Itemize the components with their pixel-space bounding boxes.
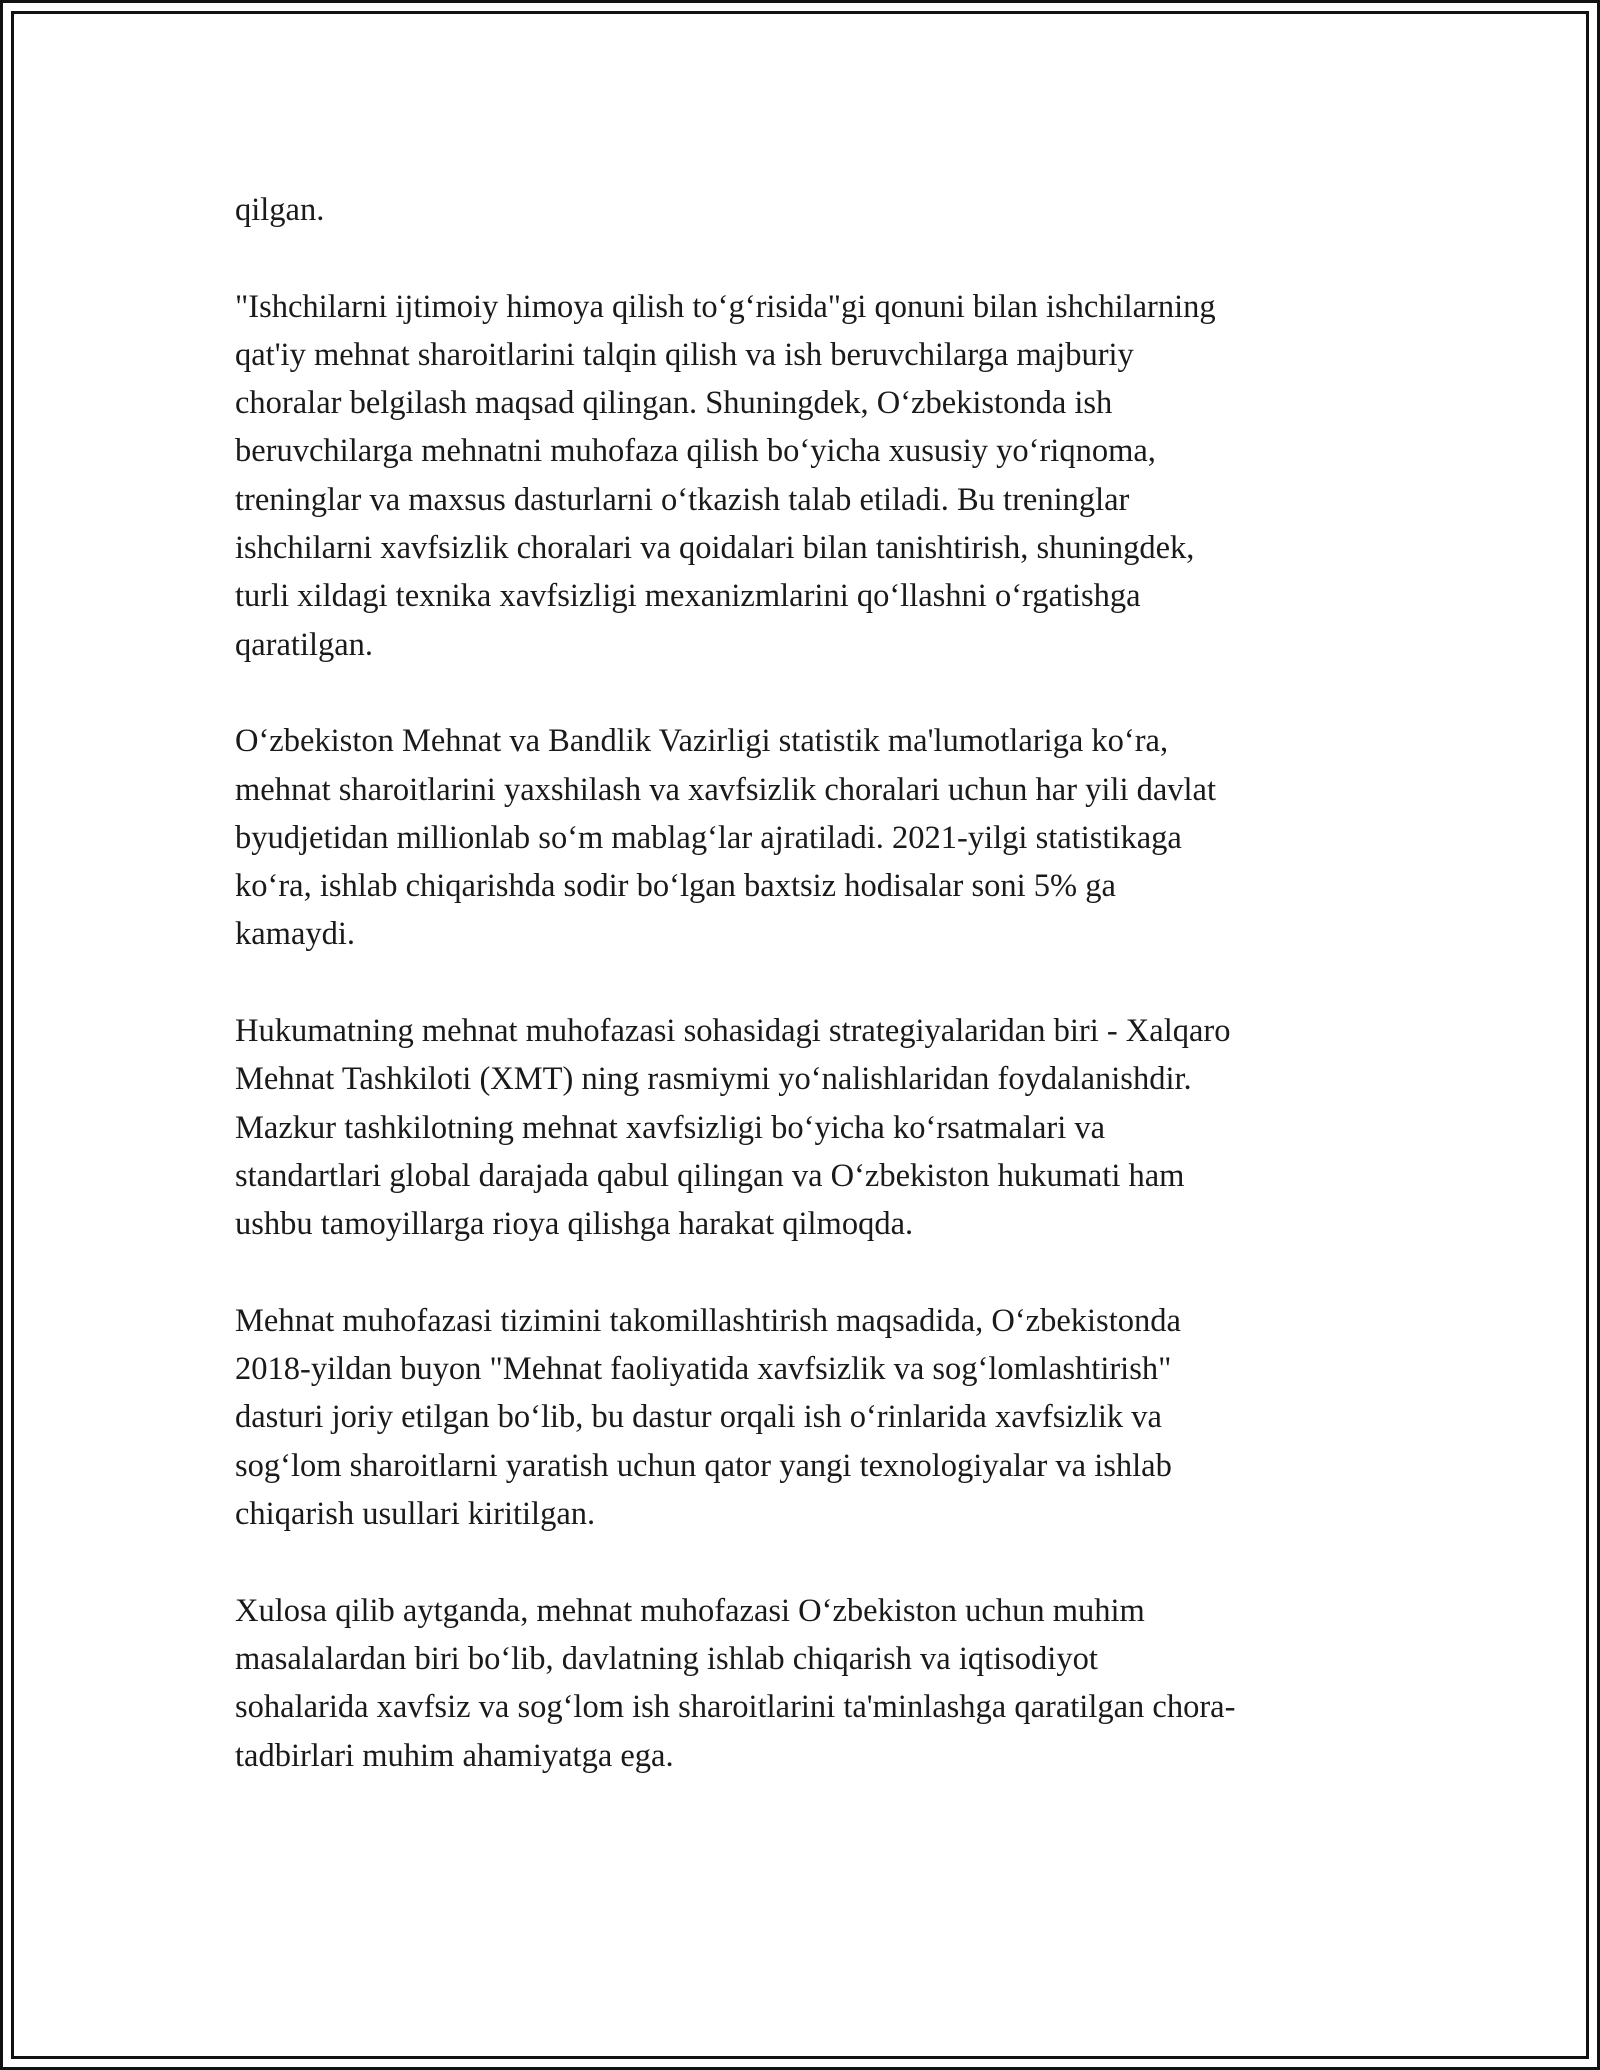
paragraph-3	[235, 717, 1375, 958]
text-line: qaratilgan.	[235, 626, 374, 663]
text-line: ushbu tamoyillarga rioya qilishga harakat qilmoqda.	[235, 1206, 914, 1243]
text-line: dasturi joriy etilgan bo‘lib, bu dastur orqali ish o‘rinlarida xavfsizlik va	[235, 1399, 1162, 1436]
text-line: Mazkur tashkilotning mehnat xavfsizligi bo‘yicha ko‘rsatmalari va	[235, 1109, 1106, 1146]
paragraph-5	[235, 1297, 1375, 1538]
text-line: ko‘ra, ishlab chiqarishda sodir bo‘lgan baxtsiz hodisalar soni 5% ga	[235, 868, 1116, 905]
text-line: chiqarish usullari kiritilgan.	[235, 1496, 596, 1533]
text-line: turli xildagi texnika xavfsizligi mexanizmlarini qo‘llashni o‘rgatishga	[235, 578, 1141, 615]
text-line: byudjetidan millionlab so‘m mablag‘lar ajratiladi. 2021-yilgi statistikaga	[235, 819, 1182, 856]
text-line: standartlari global darajada qabul qilingan va O‘zbekiston hukumati ham	[235, 1157, 1185, 1194]
text-line: qilgan.	[235, 192, 325, 228]
text-line: choralar belgilash maqsad qilingan. Shuningdek, O‘zbekistonda ish	[235, 385, 1113, 422]
paragraph-6	[235, 1587, 1375, 1780]
text-line: O‘zbekiston Mehnat va Bandlik Vazirligi statistik ma'lumotlariga ko‘ra,	[235, 723, 1169, 760]
text-line: tadbirlari muhim ahamiyatga ega.	[235, 1737, 674, 1774]
text-line: Mehnat Tashkiloti (XMT) ning rasmiymi yo‘nalishlaridan foydalanishdir.	[235, 1061, 1192, 1098]
paragraph-4	[235, 1007, 1375, 1248]
text-line: masalalardan biri bo‘lib, davlatning ishlab chiqarish va iqtisodiyot	[235, 1640, 1098, 1677]
text-line: "Ishchilarni ijtimoiy himoya qilish to‘g‘risida"gi qonuni bilan ishchilarning	[235, 288, 1216, 325]
text-line: ishchilarni xavfsizlik choralari va qoidalari bilan tanishtirish, shuningdek,	[235, 530, 1195, 567]
text-line: Hukumatning mehnat muhofazasi sohasidagi strategiyalaridan biri - Xalqaro	[235, 1013, 1231, 1050]
document-body	[235, 186, 1375, 1828]
paragraph-2	[235, 283, 1375, 669]
text-line: mehnat sharoitlarini yaxshilash va xavfsizlik choralari uchun har yili davlat	[235, 771, 1217, 808]
text-line: Xulosa qilib aytganda, mehnat muhofazasi O‘zbekiston uchun muhim	[235, 1592, 1145, 1629]
paragraph-1	[235, 186, 1375, 234]
text-line: treninglar va maxsus dasturlarni o‘tkazish talab etiladi. Bu treninglar	[235, 481, 1130, 518]
text-line: sohalarida xavfsiz va sog‘lom ish sharoitlarini ta'minlashga qaratilgan chora-	[235, 1689, 1236, 1726]
text-line: 2018-yildan buyon "Mehnat faoliyatida xavfsizlik va sog‘lomlashtirish"	[235, 1351, 1172, 1388]
text-line: beruvchilarga mehnatni muhofaza qilish bo‘yicha xususiy yo‘riqnoma,	[235, 433, 1156, 470]
text-line: qat'iy mehnat sharoitlarini talqin qilish va ish beruvchilarga majburiy	[235, 336, 1134, 373]
text-line: sog‘lom sharoitlarni yaratish uchun qator yangi texnologiyalar va ishlab	[235, 1447, 1172, 1484]
text-line: kamaydi.	[235, 916, 356, 953]
text-line: Mehnat muhofazasi tizimini takomillashtirish maqsadida, O‘zbekistonda	[235, 1302, 1181, 1339]
